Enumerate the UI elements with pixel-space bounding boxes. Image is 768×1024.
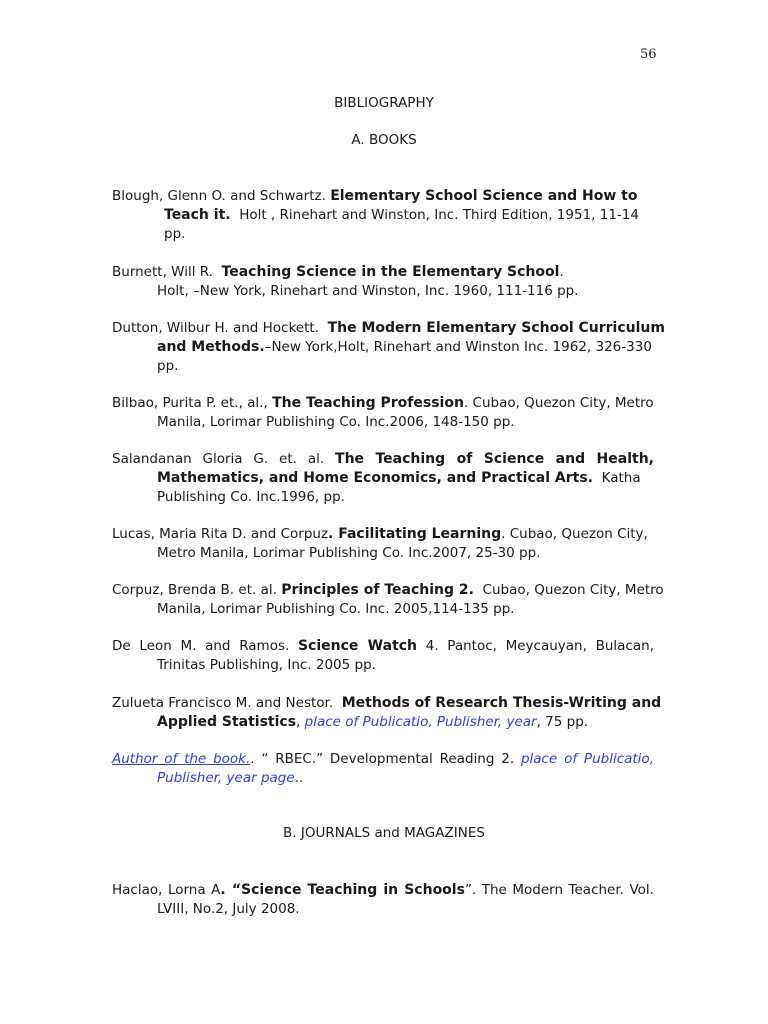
entry-author: Lucas, Maria Rita D. and Corpuz bbox=[112, 526, 329, 542]
bibliography-entry: De Leon M. and Ramos. Science Watch 4. Pantoc, Meycauyan, Bulacan, Trinitas Publishing, Inc. 2005 pp. bbox=[112, 638, 654, 673]
entry-title: Science Watch bbox=[297, 638, 418, 654]
bibliography-entry: Dutton, Wilbur H. and Hockett. The Modern Elementary School Curriculum and Methods.–New York,Holt, Rinehart and Winston Inc. 1962, 326-330 pp. bbox=[112, 320, 665, 374]
placeholder-text: place of Publicatio, bbox=[520, 751, 654, 767]
entry-title: Teach it. bbox=[164, 207, 231, 223]
bibliography-entry: Bilbao, Purita P. et., al., The Teaching Profession. Cubao, Quezon City, Metro Manila, Lorimar Publishing Co. Inc.2006, 148-150 pp. bbox=[112, 395, 654, 430]
placeholder-text: place of Publicatio, Publisher, year bbox=[304, 714, 537, 730]
journal-entry: Haclao, Lorna A. “Science Teaching in Schools”. The Modern Teacher. Vol. LVIII, No.2, July 2008. bbox=[112, 882, 654, 917]
bibliography-entry: Blough, Glenn O. and Schwartz. Elementary School Science and How to Teach it. Holt , Rinehart and Winston, Inc. Third Edition, 1951, 11-14 pp. bbox=[112, 188, 639, 242]
entry-title: Applied Statistics bbox=[157, 714, 297, 730]
entry-title: Methods of Research Thesis-Writing and bbox=[341, 695, 662, 711]
entry-title: Teaching Science in the Elementary School bbox=[221, 264, 560, 280]
entry-title: Elementary School Science and How to bbox=[330, 188, 638, 204]
page-title: BIBLIOGRAPHY bbox=[334, 95, 434, 111]
entry-title: The Teaching Profession bbox=[272, 395, 464, 411]
entry-title: . “Science Teaching in Schools bbox=[220, 882, 465, 898]
section-heading-journals: B. JOURNALS and MAGAZINES bbox=[283, 825, 485, 841]
bibliography-entry: Salandanan Gloria G. et. al. The Teaching of Science and Health, Mathematics, and Home Economics, and Practical Arts. Katha Publishing Co. Inc.1996, pp. bbox=[112, 451, 654, 505]
entry-author: Dutton, Wilbur H. and Hockett. bbox=[112, 320, 319, 336]
entry-title: . Facilitating Learning bbox=[328, 526, 502, 542]
entry-title: The Teaching of Science and Health, bbox=[335, 451, 654, 467]
entry-author: Zulueta Francisco M. and Nestor. bbox=[112, 695, 334, 711]
bibliography-entry: Lucas, Maria Rita D. and Corpuz. Facilitating Learning. Cubao, Quezon City, Metro Manila, Lorimar Publishing Co. Inc.2007, 25-30 pp. bbox=[112, 526, 648, 561]
bibliography-entry: Corpuz, Brenda B. et. al. Principles of Teaching 2. Cubao, Quezon City, Metro Manila, Lorimar Publishing Co. Inc. 2005,114-135 pp. bbox=[112, 582, 664, 617]
placeholder-text: Publisher, year page bbox=[157, 770, 295, 786]
entry-author: Corpuz, Brenda B. et. al. bbox=[112, 582, 277, 598]
entry-title: and Methods. bbox=[157, 339, 265, 355]
entry-author: Salandanan Gloria G. et. al. bbox=[112, 451, 325, 467]
bibliography-entry: Burnett, Will R. Teaching Science in the Elementary School. Holt, –New York, Rinehart and Winston, Inc. 1960, 111-116 pp. bbox=[112, 264, 579, 299]
bibliography-entry: Author of the book.. “ RBEC.” Developmental Reading 2. place of Publicatio, Publisher, year page.. bbox=[112, 751, 654, 786]
entry-title: The Modern Elementary School Curriculum bbox=[327, 320, 665, 336]
section-heading-books: A. BOOKS bbox=[351, 132, 417, 148]
entry-title: Mathematics, and Home Economics, and Practical Arts. bbox=[157, 470, 593, 486]
entry-author: De Leon M. and Ramos. bbox=[112, 638, 290, 654]
entry-author: Burnett, Will R. bbox=[112, 264, 213, 280]
entry-author: Bilbao, Purita P. et., al., bbox=[112, 395, 268, 411]
entry-author: Blough, Glenn O. and Schwartz. bbox=[112, 188, 326, 204]
entry-author: Haclao, Lorna A bbox=[112, 882, 221, 898]
placeholder-author-link[interactable]: Author of the book. bbox=[112, 751, 251, 767]
entry-title: Principles of Teaching 2. bbox=[281, 582, 474, 598]
bibliography-entry: Zulueta Francisco M. and Nestor. Methods of Research Thesis-Writing and Applied Statistics, place of Publicatio, Publisher, year, 75 pp. bbox=[112, 695, 662, 730]
page-number: 56 bbox=[640, 47, 657, 62]
